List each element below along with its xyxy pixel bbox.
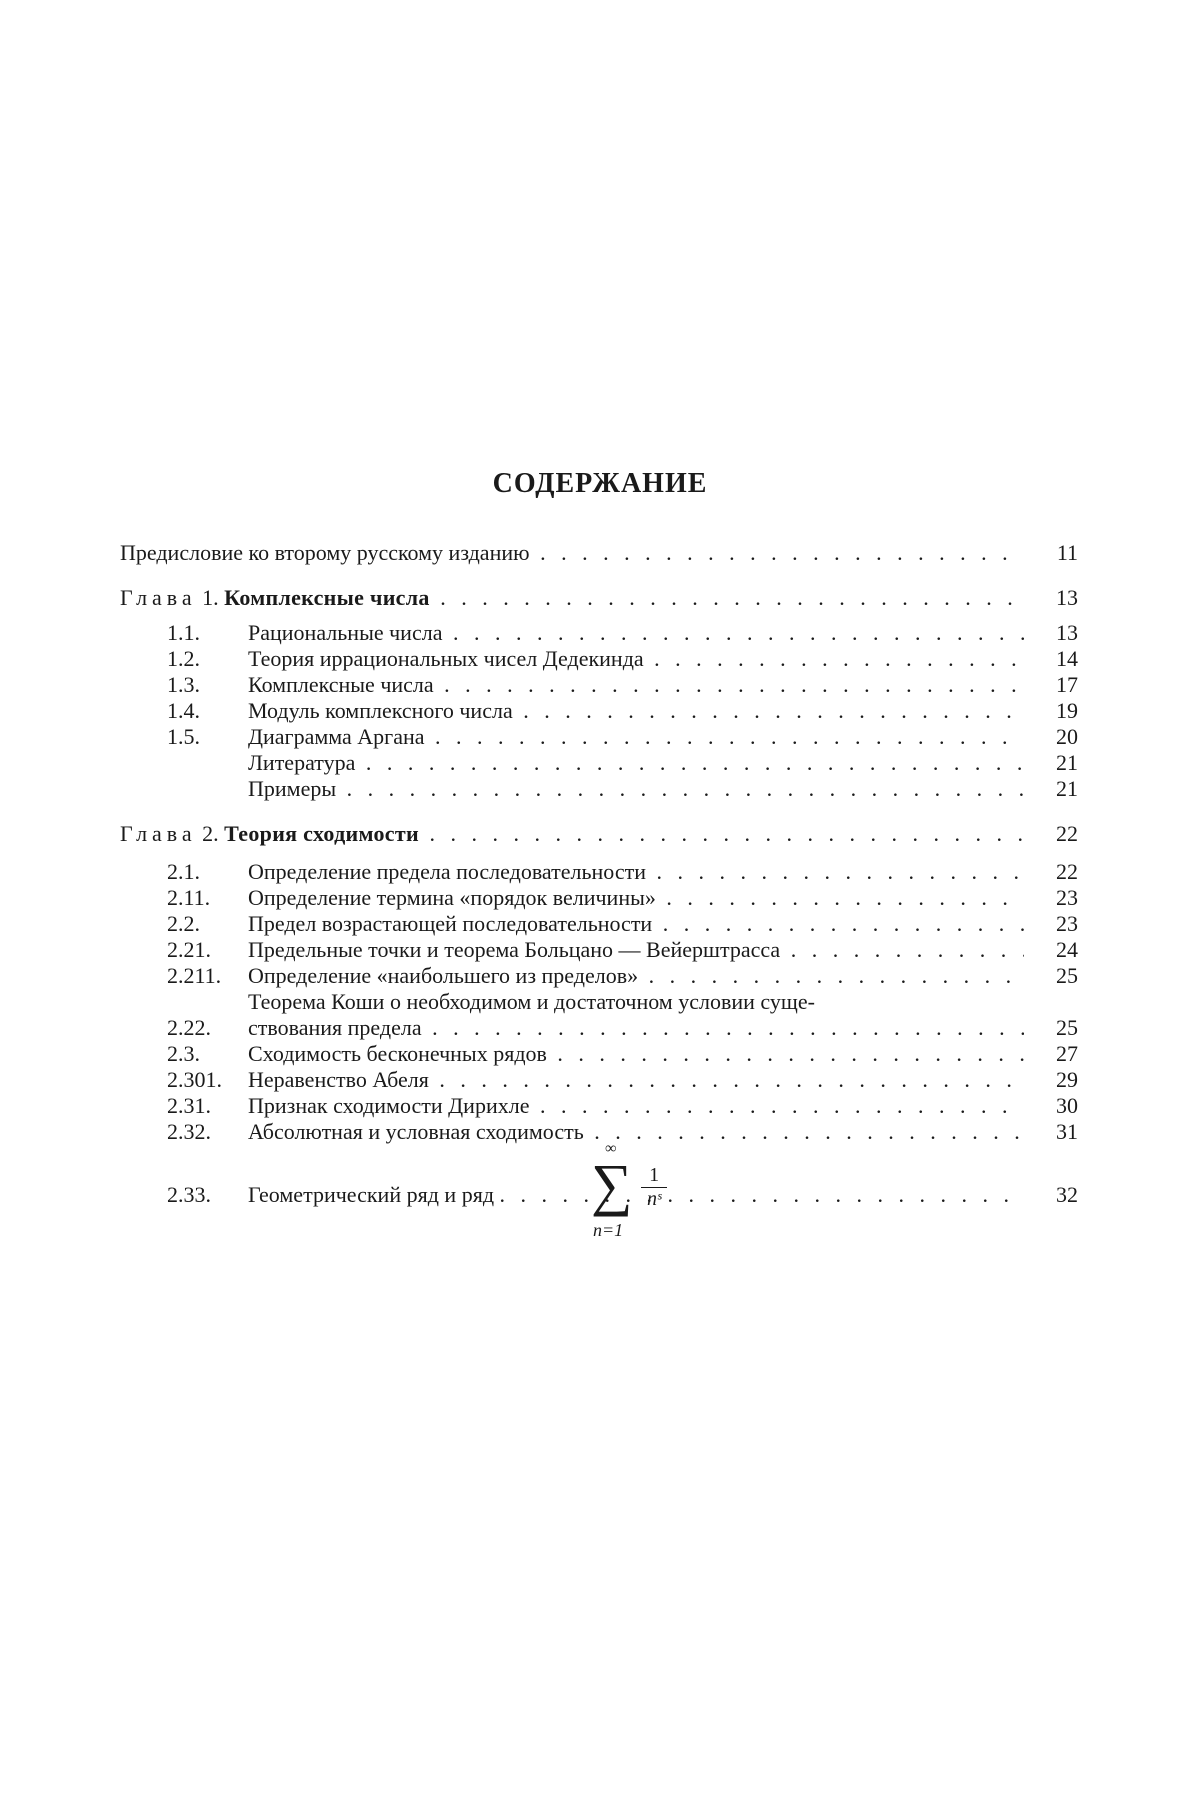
- section-title-text: Предельные точки и теорема Больцано — Вейерштрасса: [248, 937, 780, 962]
- section-title-text: Диаграмма Аргана: [248, 724, 425, 749]
- toc-entry: [120, 724, 1078, 750]
- section-title-text: Определение термина «порядок величины»: [248, 885, 656, 910]
- section-title-text: ствования предела: [248, 1015, 422, 1040]
- section-title-text: Признак сходимости Дирихле: [248, 1093, 529, 1118]
- toc-entry: [120, 937, 1078, 963]
- page-number: 22: [1026, 821, 1078, 847]
- sum-symbol: ∑: [591, 1156, 632, 1214]
- page-number: 25: [1026, 963, 1078, 989]
- toc-entry: [120, 963, 1078, 989]
- section-title-text: Сходимость бесконечных рядов: [248, 1041, 547, 1066]
- page-number: 20: [1026, 724, 1078, 750]
- table-of-contents: [0, 0, 1200, 1803]
- dot-leader: . . . . . . . . . . . . . . . . . . . . . . . . . . . .: [429, 1067, 1024, 1092]
- section-title-text: Геометрический ряд и ряд: [248, 1182, 500, 1207]
- page-number: 22: [1026, 859, 1078, 885]
- section-title-text: Предел возрастающей последовательности: [248, 911, 652, 936]
- chapter-name: Теория сходимости: [224, 821, 419, 846]
- section-title: [248, 885, 1024, 911]
- section-number: 1.5.: [167, 724, 247, 750]
- section-title: [120, 540, 1024, 566]
- section-number: 2.2.: [167, 911, 247, 937]
- dot-leader: . . . . . . . . . . . . . . . . . . . . . . . .: [513, 698, 1024, 723]
- dot-leader: . . . . . . . . . . . . . . . . . . . . . . . . . . . .: [419, 821, 1024, 846]
- section-title-text: Комплексные числа: [248, 672, 434, 697]
- section-title: [248, 776, 1024, 802]
- toc-entry: [120, 620, 1078, 646]
- section-title-text: Рациональные числа: [248, 620, 442, 645]
- dot-leader: . . . . . . . . . . . . . . . . . . . . . . . . . . .: [442, 620, 1024, 645]
- chapter-label: Глава: [120, 585, 197, 610]
- section-number: 2.1.: [167, 859, 247, 885]
- section-title-line: Теорема Коши о необходимом и достаточном условии суще-: [248, 989, 1028, 1015]
- dot-leader: . . . . . . . . . . . . . . . . . . . . . . . . . . . .: [425, 724, 1024, 749]
- section-title: [248, 724, 1024, 750]
- section-title-text: Литература: [248, 750, 355, 775]
- section-number: 2.11.: [167, 885, 247, 911]
- section-number: 2.3.: [167, 1041, 247, 1067]
- dot-leader: . . . . . . . . . . . . . . . . . . . . . . . . . . . .: [434, 672, 1024, 697]
- section-title-text: Модуль комплексного числа: [248, 698, 513, 723]
- dot-leader: . . . . . . . . . . .: [780, 937, 1024, 962]
- chapter-number: 1.: [197, 585, 225, 610]
- dot-leader: . . . . . . . . . . . . . . . . . . . . . .: [547, 1041, 1024, 1066]
- dot-leader: . . . . . . . . . . . . . . . . .: [656, 885, 1024, 910]
- dot-leader: . . . . . . . . . . . . . . . . . . . . . . .: [529, 1093, 1024, 1118]
- section-title: [248, 698, 1024, 724]
- section-title: [248, 1041, 1024, 1067]
- section-title-text: Примеры: [248, 776, 336, 801]
- fraction-numerator: 1: [641, 1164, 667, 1188]
- toc-entry: [120, 672, 1078, 698]
- page-number: 23: [1026, 911, 1078, 937]
- page-number: 31: [1026, 1119, 1078, 1145]
- section-title: [248, 646, 1024, 672]
- section-title-text: Определение предела последовательности: [248, 859, 646, 884]
- sum-upper-limit: ∞: [605, 1140, 616, 1158]
- section-title: [248, 1093, 1024, 1119]
- section-title: [248, 859, 1024, 885]
- dot-leader: . . . . . . . . . . . . . . . . . . . . . . . . . . . .: [422, 1015, 1024, 1040]
- section-title: [248, 937, 1024, 963]
- chapter-name: Комплексные числа: [224, 585, 430, 610]
- toc-entry: [120, 750, 1078, 776]
- section-number: 2.32.: [167, 1119, 247, 1145]
- dot-leader: . . . . . . . . . . . . . . . . . . . . . . . . .: [500, 1182, 1024, 1207]
- toc-entry: [120, 698, 1078, 724]
- section-number: 2.31.: [167, 1093, 247, 1119]
- dot-leader: . . . . . . . . . . . . . . . . . .: [644, 646, 1024, 671]
- toc-entry: [120, 859, 1078, 885]
- chapter-heading: [120, 585, 1078, 611]
- section-number: 1.4.: [167, 698, 247, 724]
- page-number: 25: [1026, 1015, 1078, 1041]
- section-title: [248, 672, 1024, 698]
- page-number: 27: [1026, 1041, 1078, 1067]
- section-title-text: Теория иррациональных чисел Дедекинда: [248, 646, 644, 671]
- page-number: 32: [1026, 1182, 1078, 1208]
- sum-lower-limit: n=1: [593, 1220, 623, 1241]
- dot-leader: . . . . . . . . . . . . . . . . . .: [638, 963, 1024, 988]
- fraction: [641, 1164, 667, 1211]
- page-number: 29: [1026, 1067, 1078, 1093]
- dot-leader: . . . . . . . . . . . . . . . . .: [652, 911, 1024, 936]
- section-number: 1.1.: [167, 620, 247, 646]
- section-number: 2.211.: [167, 963, 247, 989]
- section-number: 1.2.: [167, 646, 247, 672]
- dot-leader: . . . . . . . . . . . . . . . . . . . . .: [584, 1119, 1024, 1144]
- page-number: 24: [1026, 937, 1078, 963]
- section-number: 1.3.: [167, 672, 247, 698]
- page-number: 30: [1026, 1093, 1078, 1119]
- dot-leader: . . . . . . . . . . . . . . . . . . . . . . . . . . . . . . . .: [336, 776, 1024, 801]
- chapter-number: 2.: [197, 821, 225, 846]
- page-number: 23: [1026, 885, 1078, 911]
- fraction-denominator: nˢ: [641, 1188, 667, 1211]
- page-number: 13: [1026, 585, 1078, 611]
- toc-entry: [120, 540, 1078, 566]
- section-title: [248, 1015, 1024, 1041]
- chapter-title: [120, 821, 1024, 847]
- page-number: 19: [1026, 698, 1078, 724]
- section-number: 2.21.: [167, 937, 247, 963]
- section-title: [248, 750, 1024, 776]
- page-number: 11: [1026, 540, 1078, 566]
- section-title: [248, 620, 1024, 646]
- chapter-title: [120, 585, 1024, 611]
- section-title-text: Определение «наибольшего из пределов»: [248, 963, 638, 988]
- section-title-text: Абсолютная и условная сходимость: [248, 1119, 584, 1144]
- page-number: 17: [1026, 672, 1078, 698]
- section-number: 2.22.: [167, 1015, 247, 1041]
- dot-leader: . . . . . . . . . . . . . . . . . .: [646, 859, 1024, 884]
- page-number: 14: [1026, 646, 1078, 672]
- page-title: СОДЕРЖАНИЕ: [0, 468, 1200, 500]
- section-number: 2.33.: [167, 1182, 247, 1208]
- toc-entry: [120, 1093, 1078, 1119]
- section-title: [248, 911, 1024, 937]
- sum-formula: [585, 1140, 695, 1250]
- dot-leader: . . . . . . . . . . . . . . . . . . . . . . . . . . . .: [430, 585, 1024, 610]
- section-title-text: Неравенство Абеля: [248, 1067, 429, 1092]
- page-number: 13: [1026, 620, 1078, 646]
- section-title-text: Предисловие ко второму русскому изданию: [120, 540, 530, 565]
- toc-entry: [120, 885, 1078, 911]
- toc-entry: [120, 1015, 1078, 1041]
- toc-entry: [120, 911, 1078, 937]
- dot-leader: . . . . . . . . . . . . . . . . . . . . . . . . . . . . . . .: [355, 750, 1024, 775]
- chapter-label: Глава: [120, 821, 197, 846]
- chapter-heading: [120, 821, 1078, 847]
- section-number: 2.301.: [167, 1067, 247, 1093]
- toc-entry: [120, 776, 1078, 802]
- page-number: 21: [1026, 776, 1078, 802]
- toc-entry: [120, 1067, 1078, 1093]
- toc-entry: [120, 646, 1078, 672]
- section-title: [248, 963, 1024, 989]
- toc-entry: [120, 1041, 1078, 1067]
- dot-leader: . . . . . . . . . . . . . . . . . . . . . . .: [530, 540, 1024, 565]
- section-title: [248, 1067, 1024, 1093]
- page-number: 21: [1026, 750, 1078, 776]
